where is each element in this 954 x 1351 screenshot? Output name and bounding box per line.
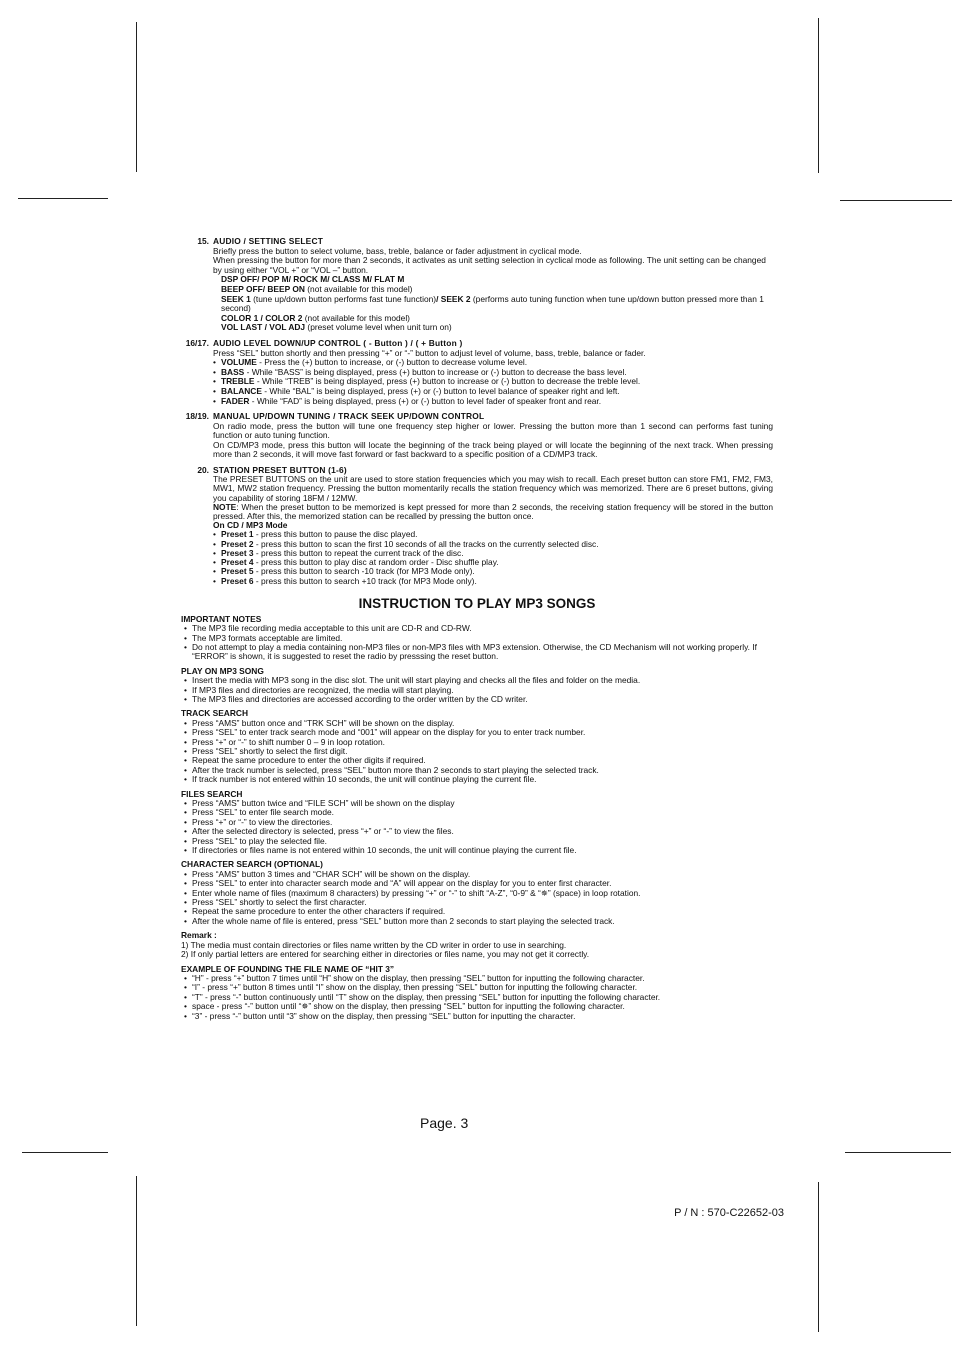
crop-mark — [136, 22, 137, 172]
list-item: • Press “AMS” button twice and “FILE SCH” will be shown on the display — [181, 799, 773, 808]
mp3-instructions-title: INSTRUCTION TO PLAY MP3 SONGS — [358, 595, 596, 611]
preset-item: • Preset 4 - press this button to play disc at random order - Disc shuffle play. — [213, 558, 773, 567]
crop-mark — [845, 1152, 951, 1153]
section-number: 18/19. — [185, 411, 209, 422]
preset-item: • Preset 6 - press this button to search +10 track (for MP3 Mode only). — [213, 577, 773, 586]
setting-vol: VOL LAST / VOL ADJ — [221, 322, 306, 333]
crop-mark — [22, 1152, 108, 1153]
remark-item: 2) If only partial letters are entered for searching either in directories or files name, you may not get it correctly. — [181, 949, 590, 960]
list-item: • The MP3 formats acceptable are limited. — [181, 634, 773, 643]
part-number: P / N : 570-C22652-03 — [674, 1207, 784, 1219]
subheading: On CD / MP3 Mode — [213, 520, 288, 531]
play-mp3-list — [181, 676, 773, 704]
section-title: MANUAL UP/DOWN TUNING / TRACK SEEK UP/DOWN CONTROL — [213, 411, 485, 422]
paragraph: When pressing the button for more than 2 seconds, it activates as unit setting selection in cyclical mode as following. The unit setting can be changed by using either “VOL +” or “VOL –” button. — [213, 255, 766, 275]
list-item: • “T” - press “-” button continuously until “T” show on the display, then pressing “SEL” button for inputting the following character. — [181, 993, 773, 1002]
note-paragraph: NOTE: When the preset button to be memorized is kept pressed for more than 2 seconds, the receiving station frequency will be stored in the button pressed. After this, the memorized station can be recalled by pressing the button once. — [213, 501, 773, 522]
section-number: 16/17. — [185, 337, 209, 348]
page-number: Page. 3 — [420, 1115, 469, 1131]
mp3-instructions — [181, 615, 773, 1021]
crop-mark — [840, 200, 952, 201]
list-item: • Enter whole name of files (maximum 8 characters) by pressing “+” or “-” to shift “A-Z”, “0-9” & “✵” (space) in loop rotation. — [181, 889, 773, 898]
setting-note: (preset volume level when unit turn on) — [305, 322, 452, 333]
list-item: • The MP3 file recording media acceptable to this unit are CD-R and CD-RW. — [181, 624, 773, 633]
paragraph: Press “SEL” button shortly and then pressing “+” or “-” button to adjust level of volume, bass, treble, balance or fader. — [213, 347, 646, 358]
list-item: • Insert the media with MP3 song in the disc slot. The unit will start playing and checks all the files and folder on the media. — [181, 676, 773, 685]
section-number: 15. — [197, 236, 209, 246]
list-item: • BALANCE - While “BAL” is being displayed, press (+) or (-) button to level balance of speaker right and left. — [213, 387, 773, 397]
section-18-19 — [181, 412, 773, 460]
files-search-title: FILES SEARCH — [181, 788, 243, 799]
list-item: • Press “AMS” button once and “TRK SCH” will be shown on the display. — [181, 719, 773, 728]
list-item: • After the track number is selected, press “SEL” button more than 2 seconds to start playing the selected track. — [181, 766, 773, 775]
remark-list — [181, 941, 773, 960]
section-15 — [181, 237, 773, 333]
example-list — [181, 974, 773, 1021]
section-16-17 — [181, 339, 773, 406]
section-title: AUDIO LEVEL DOWN/UP CONTROL ( - Button ) / ( + Button ) — [213, 337, 463, 348]
character-search-list — [181, 870, 773, 926]
crop-mark — [818, 1182, 819, 1332]
track-search-title: TRACK SEARCH — [181, 708, 248, 719]
list-item: • After the selected directory is selected, press “+” or “-” to view the files. — [181, 827, 773, 836]
section-number: 20. — [197, 465, 209, 476]
list-item: • Press “+” or “-” to shift number 0 – 9 in loop rotation. — [181, 738, 773, 747]
list-item: • Press “SEL” shortly to select the first digit. — [181, 747, 773, 756]
preset-item: • Preset 2 - press this button to scan the first 10 seconds of all the tracks on the currently selected disc. — [213, 540, 773, 549]
list-item: • VOLUME - Press the (+) button to increase, or (-) button to decrease volume level. — [213, 358, 773, 368]
list-item: • Press “AMS” button 3 times and “CHAR SCH” will be shown on the display. — [181, 870, 773, 879]
paragraph: On radio mode, press the button will tune one frequency step higher or lower. Pressing the button more than 1 second can performs fast tuning function or auto tuning function. — [213, 420, 773, 441]
crop-mark — [818, 18, 819, 173]
files-search-list — [181, 799, 773, 855]
list-item: • Do not attempt to play a media containing non-MP3 files or non-MP3 files with MP3 extension. Otherwise, the CD Mechanism will not working properly. If “ERROR” is shown, it is suggested to reset the radio by presssing the reset button. — [181, 643, 773, 662]
list-item: • Repeat the same procedure to enter the other digits if required. — [181, 756, 773, 765]
list-item: • “I” - press “+” button 8 times until “I” show on the display, then pressing “SEL” button for inputting the following character. — [181, 983, 773, 992]
example-title: EXAMPLE OF FOUNDING THE FILE NAME OF “HIT 3” — [181, 963, 395, 974]
list-item: • TREBLE - While “TREB” is being displayed, press (+) button to increase or (-) button to decrease the treble level. — [213, 377, 773, 387]
setting-note: (not available for this model) — [302, 312, 410, 323]
preset-item: • Preset 5 - press this button to search -10 track (for MP3 Mode only). — [213, 567, 773, 576]
list-item: • BASS - While “BASS” is being displayed, press (+) button to increase or (-) button to decrease the bass level. — [213, 368, 773, 378]
setting-seek1: SEEK 1 — [221, 293, 251, 304]
list-item: • Repeat the same procedure to enter the other characters if required. — [181, 907, 773, 916]
setting-dsp: DSP OFF/ POP M/ ROCK M/ CLASS M/ FLAT M — [221, 274, 405, 285]
list-item: • “H” - press “+” button 7 times until “H” show on the display, then pressing “SEL” button for inputting the following character. — [181, 974, 773, 983]
setting-color: COLOR 1 / COLOR 2 — [221, 312, 303, 323]
setting-list — [213, 275, 773, 333]
list-item: • If directories or files name is not entered within 10 seconds, the unit will continue playing the current file. — [181, 846, 773, 855]
section-title: AUDIO / SETTING SELECT — [213, 236, 324, 246]
manual-content — [181, 237, 773, 1021]
list-item: • If track number is not entered within 10 seconds, the unit will continue playing the current file. — [181, 775, 773, 784]
list-item: • If MP3 files and directories are recognized, the media will start playing. — [181, 686, 773, 695]
list-item: • The MP3 files and directories are accessed according to the order written by the CD writer. — [181, 695, 773, 704]
important-notes-list — [181, 624, 773, 662]
list-item: • Press “SEL” to enter track search mode and “001” will appear on the display for you to enter track number. — [181, 728, 773, 737]
setting-note: (not available for this model) — [304, 283, 413, 294]
remark-item: 1) The media must contain directories or files name written by the CD writer in order to use in searching. — [181, 939, 567, 950]
list-item: • Press “+” or “-” to view the directories. — [181, 818, 773, 827]
list-item: • Press “SEL” to play the selected file. — [181, 837, 773, 846]
section-20 — [181, 466, 773, 586]
preset-item: • Preset 3 - press this button to repeat the current track of the disc. — [213, 549, 773, 558]
list-item: • “3” - press “-” button until “3” show on the display, then pressing “SEL” button for inputting the character. — [181, 1012, 773, 1021]
setting-note: (performs auto tuning function when tune up/down button pressed more than 1 second) — [221, 293, 764, 314]
important-notes-title: IMPORTANT NOTES — [181, 613, 262, 624]
preset-item: • Preset 1 - press this button to pause the disc played. — [213, 530, 773, 539]
list-item: • Press “SEL” to enter into character search mode and “A” will appear on the display for you to enter first character. — [181, 879, 773, 888]
character-search-title: CHARACTER SEARCH (OPTIONAL) — [181, 859, 323, 870]
list-item: • Press “SEL” shortly to select the first character. — [181, 898, 773, 907]
paragraph: Briefly press the button to select volume, bass, treble, balance or fader adjustment in cyclical mode. — [213, 245, 582, 256]
setting-beep: BEEP OFF/ BEEP ON — [221, 283, 305, 294]
section-title: STATION PRESET BUTTON (1-6) — [213, 465, 347, 476]
list-item: • Press “SEL” to enter file search mode. — [181, 808, 773, 817]
list-item: • space - press “-” button until “✵” show on the display, then pressing “SEL” button for inputting the following character. — [181, 1002, 773, 1011]
paragraph: On CD/MP3 mode, press this button will locate the beginning of the track being played or will locate the beginning of the next track. When pressing more than 2 seconds, it will move fast forward or fast backward to a specific position of a CD/MP3 track. — [213, 439, 773, 460]
crop-mark — [18, 198, 108, 199]
list-item: • FADER - While “FAD” is being displayed, press (+) or (-) button to level fader of speaker front and rear. — [213, 397, 773, 407]
setting-seek2: / SEEK 2 — [436, 293, 471, 304]
list-item: • After the whole name of file is entered, press “SEL” button more than 2 seconds to start playing the selected track. — [181, 917, 773, 926]
crop-mark — [136, 1176, 137, 1326]
play-mp3-title: PLAY ON MP3 SONG — [181, 665, 264, 676]
remark-title: Remark : — [181, 930, 217, 941]
track-search-list — [181, 719, 773, 785]
setting-note: (tune up/down button performs fast tune function) — [250, 293, 437, 304]
paragraph: The PRESET BUTTONS on the unit are used to store station frequencies which you may wish to recall. Each preset button can store FM1, FM2, FM3, MW1, MW2 station frequency. Pressing the button momentarily recalls the station frequency which was memorized. There are 6 preset buttons, giving you capability of storing 18FM / 12MW. — [213, 474, 773, 503]
